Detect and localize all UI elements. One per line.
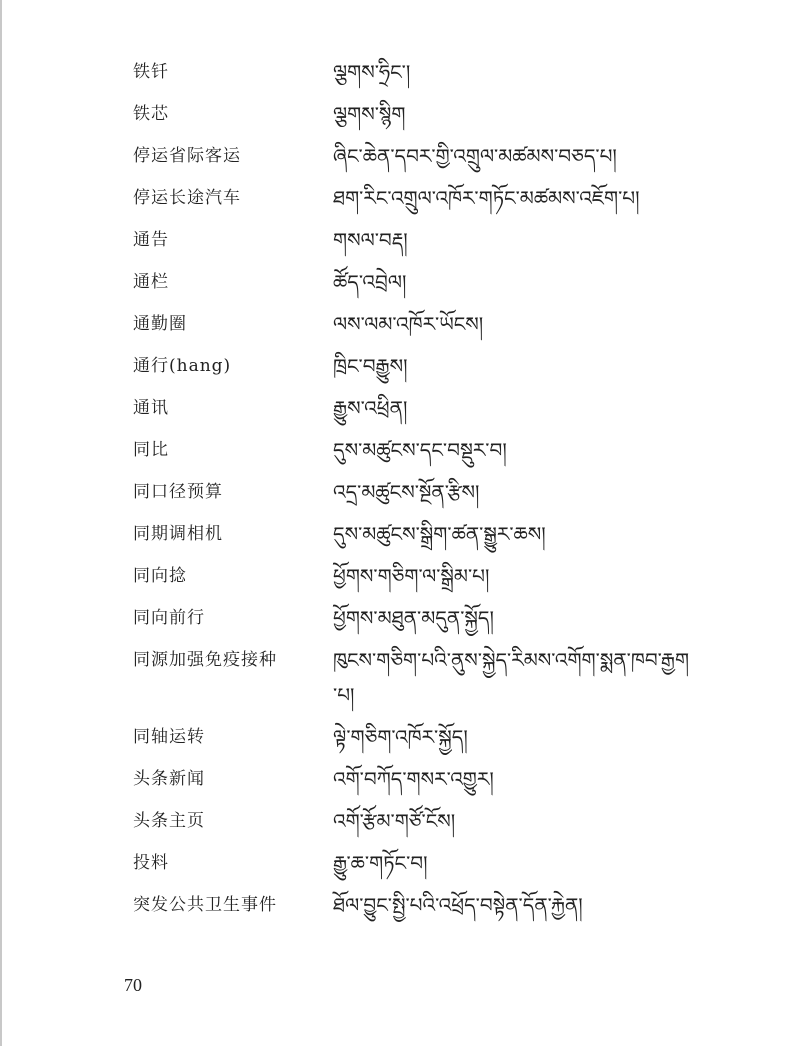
- tibetan-term: ལྕགས་སྙིག: [333, 102, 406, 126]
- glossary-entry: [133, 97, 693, 132]
- glossary-entry: [133, 762, 693, 797]
- glossary-entry: [133, 517, 693, 552]
- tibetan-term: འདྲ་མཚུངས་སྔོན་རྩིས།: [333, 480, 480, 504]
- chinese-term: 投料: [133, 853, 169, 873]
- glossary-entry: [133, 181, 693, 216]
- chinese-term: 同口径预算: [133, 482, 223, 502]
- chinese-term: 铁芯: [133, 104, 169, 124]
- tibetan-term: ཁྲིང་བརྒྱུས།: [333, 354, 408, 378]
- tibetan-term: འགོ་རྩོམ་གཙོ་ངོས།: [333, 809, 456, 833]
- tibetan-term: རྒྱུ་ཆ་གཏོང་བ།: [333, 851, 428, 875]
- tibetan-term: ཁུངས་གཅིག་པའི་ནུས་སྐྱེད་རིམས་འགོག་སྨན་ཁབ་རྒྱག་པ།: [333, 648, 690, 707]
- tibetan-term: འགོ་བཀོད་གསར་འགྱུར།: [333, 767, 494, 791]
- glossary-entry: [133, 55, 693, 90]
- tibetan-term: ལྕགས་ཧྲིང་།: [333, 60, 411, 84]
- chinese-term: 通告: [133, 230, 169, 250]
- chinese-term: 同向捻: [133, 566, 187, 586]
- tibetan-term: ལྟེ་གཅིག་འཁོར་སྐྱོད།: [333, 725, 468, 749]
- glossary-entry: [133, 349, 693, 384]
- page-edge-line: [0, 0, 2, 1046]
- chinese-term: 铁钎: [133, 62, 169, 82]
- tibetan-term: གསལ་བརྡ།: [333, 228, 408, 252]
- chinese-term: 突发公共卫生事件: [133, 895, 277, 915]
- glossary-entry: [133, 846, 693, 881]
- glossary-entry: [133, 559, 693, 594]
- chinese-term: 同比: [133, 440, 169, 460]
- chinese-term: 同轴运转: [133, 727, 205, 747]
- glossary-entry: [133, 720, 693, 755]
- tibetan-term: ཞིང་ཆེན་དབར་གྱི་འགྲུལ་མཚམས་བཅད་པ།: [333, 144, 617, 168]
- tibetan-term: ཚོད་འབྲེལ།: [333, 270, 407, 294]
- glossary-entry: [133, 223, 693, 258]
- tibetan-term: ཐོལ་བྱུང་སྤྱི་པའི་འཕྲོད་བསྟེན་དོན་རྐྱེན།: [333, 893, 583, 917]
- glossary-entry: [133, 643, 693, 713]
- glossary-entry: [133, 475, 693, 510]
- glossary-entry: [133, 433, 693, 468]
- glossary-entry: [133, 265, 693, 300]
- chinese-term: 同向前行: [133, 608, 205, 628]
- chinese-term: 头条主页: [133, 811, 205, 831]
- glossary-list: [133, 55, 693, 930]
- tibetan-term: ལས་ལམ་འཁོར་ཡོངས།: [333, 312, 484, 336]
- tibetan-term: ཕྱོགས་གཅིག་ལ་སྒྲིམ་པ།: [333, 564, 490, 588]
- chinese-term: 通讯: [133, 398, 169, 418]
- chinese-term: 通勤圈: [133, 314, 187, 334]
- glossary-entry: [133, 888, 693, 923]
- chinese-term: 头条新闻: [133, 769, 205, 789]
- tibetan-term: ཕྱོགས་མཐུན་མདུན་སྐྱོད།: [333, 606, 494, 630]
- tibetan-term: དུས་མཚུངས་དང་བསྡུར་བ།: [333, 438, 507, 462]
- chinese-term: 停运长途汽车: [133, 188, 241, 208]
- glossary-entry: [133, 139, 693, 174]
- chinese-term: 同源加强免疫接种: [133, 650, 277, 670]
- chinese-term: 同期调相机: [133, 524, 223, 544]
- tibetan-term: དུས་མཚུངས་སྒྲིག་ཚན་སྒྱུར་ཆས།: [333, 522, 546, 546]
- chinese-term: 通行(hang): [133, 356, 232, 376]
- tibetan-term: ཐག་རིང་འགྲུལ་འཁོར་གཏོང་མཚམས་འཇོག་པ།: [333, 186, 640, 210]
- page-number: 70: [124, 975, 142, 995]
- glossary-entry: [133, 307, 693, 342]
- tibetan-term: རྒྱུས་འཕྲིན།: [333, 396, 408, 420]
- glossary-entry: [133, 804, 693, 839]
- glossary-entry: [133, 391, 693, 426]
- chinese-term: 通栏: [133, 272, 169, 292]
- glossary-entry: [133, 601, 693, 636]
- chinese-term: 停运省际客运: [133, 146, 241, 166]
